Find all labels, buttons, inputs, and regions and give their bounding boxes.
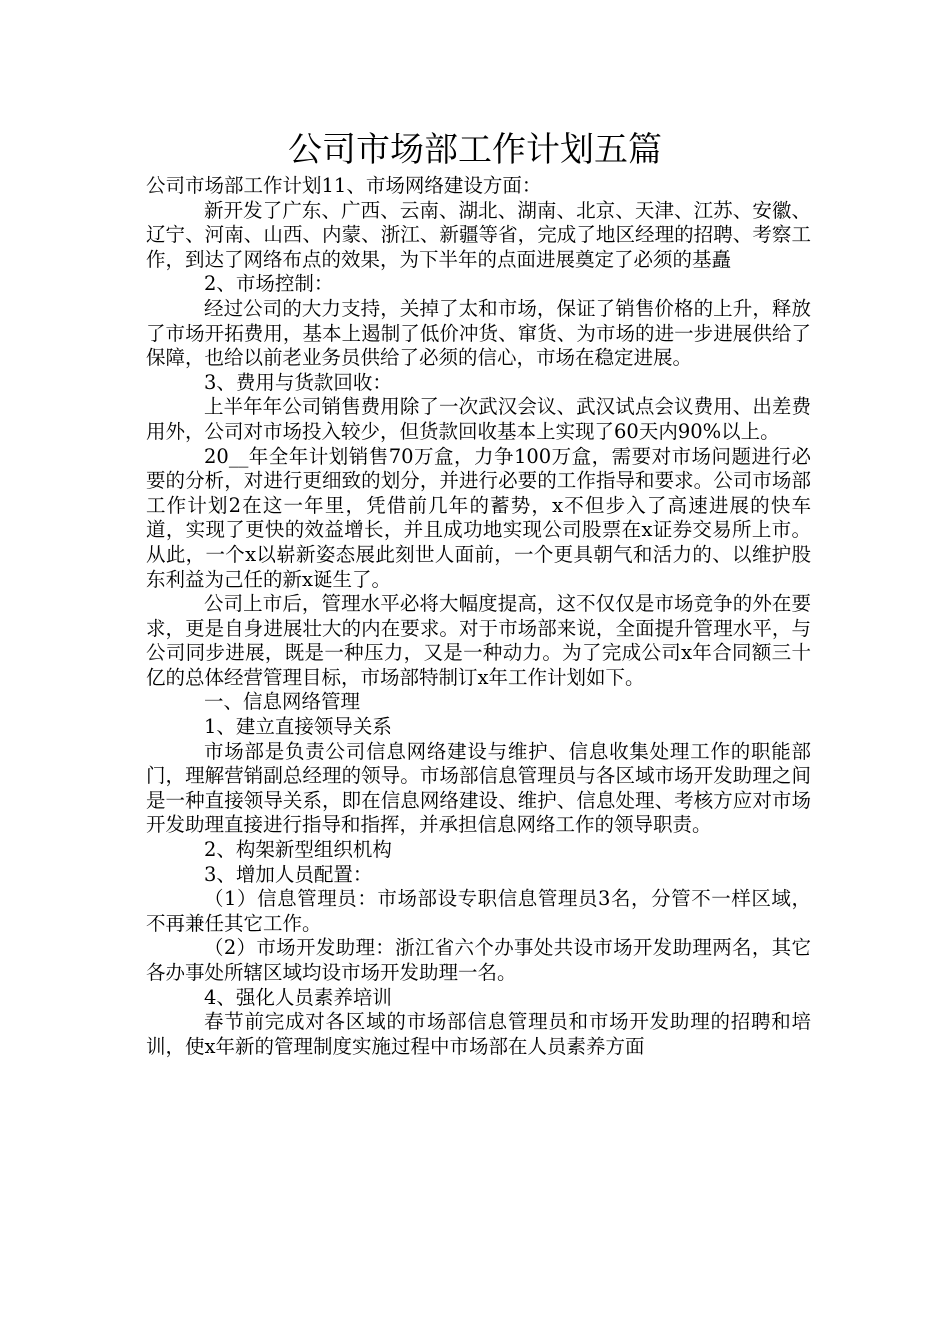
body-paragraph: （1）信息管理员：市场部设专职信息管理员3名，分管不一样区域，不再兼任其它工作。 [146,887,811,935]
body-paragraph: 春节前完成对各区域的市场部信息管理员和市场开发助理的招聘和培训，使x年新的管理制度实施过程中市场部在人员素养方面 [146,1010,811,1058]
body-paragraph: 市场部是负责公司信息网络建设与维护、信息收集处理工作的职能部门，理解营销副总经理的领导。市场部信息管理员与各区域市场开发助理之间是一种直接领导关系，即在信息网络建设、维护、信息处理、考核方应对市场开发助理直接进行指导和指挥，并承担信息网络工作的领导职责。 [146,739,811,837]
body-paragraph: 2、市场控制： [204,272,334,296]
body-paragraph: 新开发了广东、广西、云南、湖北、湖南、北京、天津、江苏、安徽、辽宁、河南、山西、内蒙、浙江、新疆等省，完成了地区经理的招聘、考察工作，到达了网络布点的效果，为下半年的点面进展奠定了必须的基矗 [146,198,811,271]
body-paragraph: 经过公司的大力支持，关掉了太和市场，保证了销售价格的上升，释放了市场开拓费用，基本上遏制了低价冲货、窜货、为市场的进一步进展供给了保障，也给以前老业务员供给了必须的信心，市场在稳定进展。 [146,296,811,370]
body-paragraph: 公司上市后，管理水平必将大幅度提高，这不仅仅是市场竞争的外在要求，更是自身进展壮大的内在要求。对于市场部来说，全面提升管理水平，与公司同步进展，既是一种压力，又是一种动力。为了完成公司x年合同额三十亿的总体经营管理目标，市场部特制订x年工作计划如下。 [146,592,811,689]
body-paragraph: 3、费用与货款回收： [204,370,392,394]
body-paragraph: （2）市场开发助理：浙江省六个办事处共设市场开发助理两名，其它各办事处所辖区域均设市场开发助理一名。 [146,936,811,984]
body-paragraph: 1、建立直接领导关系 [204,715,392,739]
document-title: 公司市场部工作计划五篇 [288,130,662,170]
body-paragraph: 上半年年公司销售费用除了一次武汉会议、武汉试点会议费用、出差费用外，公司对市场投入较少，但货款回收基本上实现了60天内90%以上。 [146,395,811,443]
document-body [146,174,811,1059]
body-paragraph: 3、增加人员配置： [204,862,373,886]
body-paragraph: 4、强化人员素养培训 [204,985,392,1009]
body-paragraph: 2、构架新型组织机构 [204,838,392,862]
body-paragraph: 20__年全年计划销售70万盒，力争100万盒，需要对市场问题进行必要的分析，对进行更细致的划分，并进行必要的工作指导和要求。公司市场部工作计划2在这一年里，凭借前几年的蓄势，x不但步入了高速进展的快车道，实现了更快的效益增长，并且成功地实现公司股票在x证券交易所上市。从此，一个x以崭新姿态展此刻世人面前，一个更具朝气和活力的、以维护股东利益为己任的新x诞生了。 [146,444,811,591]
body-paragraph: 一、信息网络管理 [204,690,361,714]
body-paragraph: 公司市场部工作计划11、市场网络建设方面： [146,174,542,197]
